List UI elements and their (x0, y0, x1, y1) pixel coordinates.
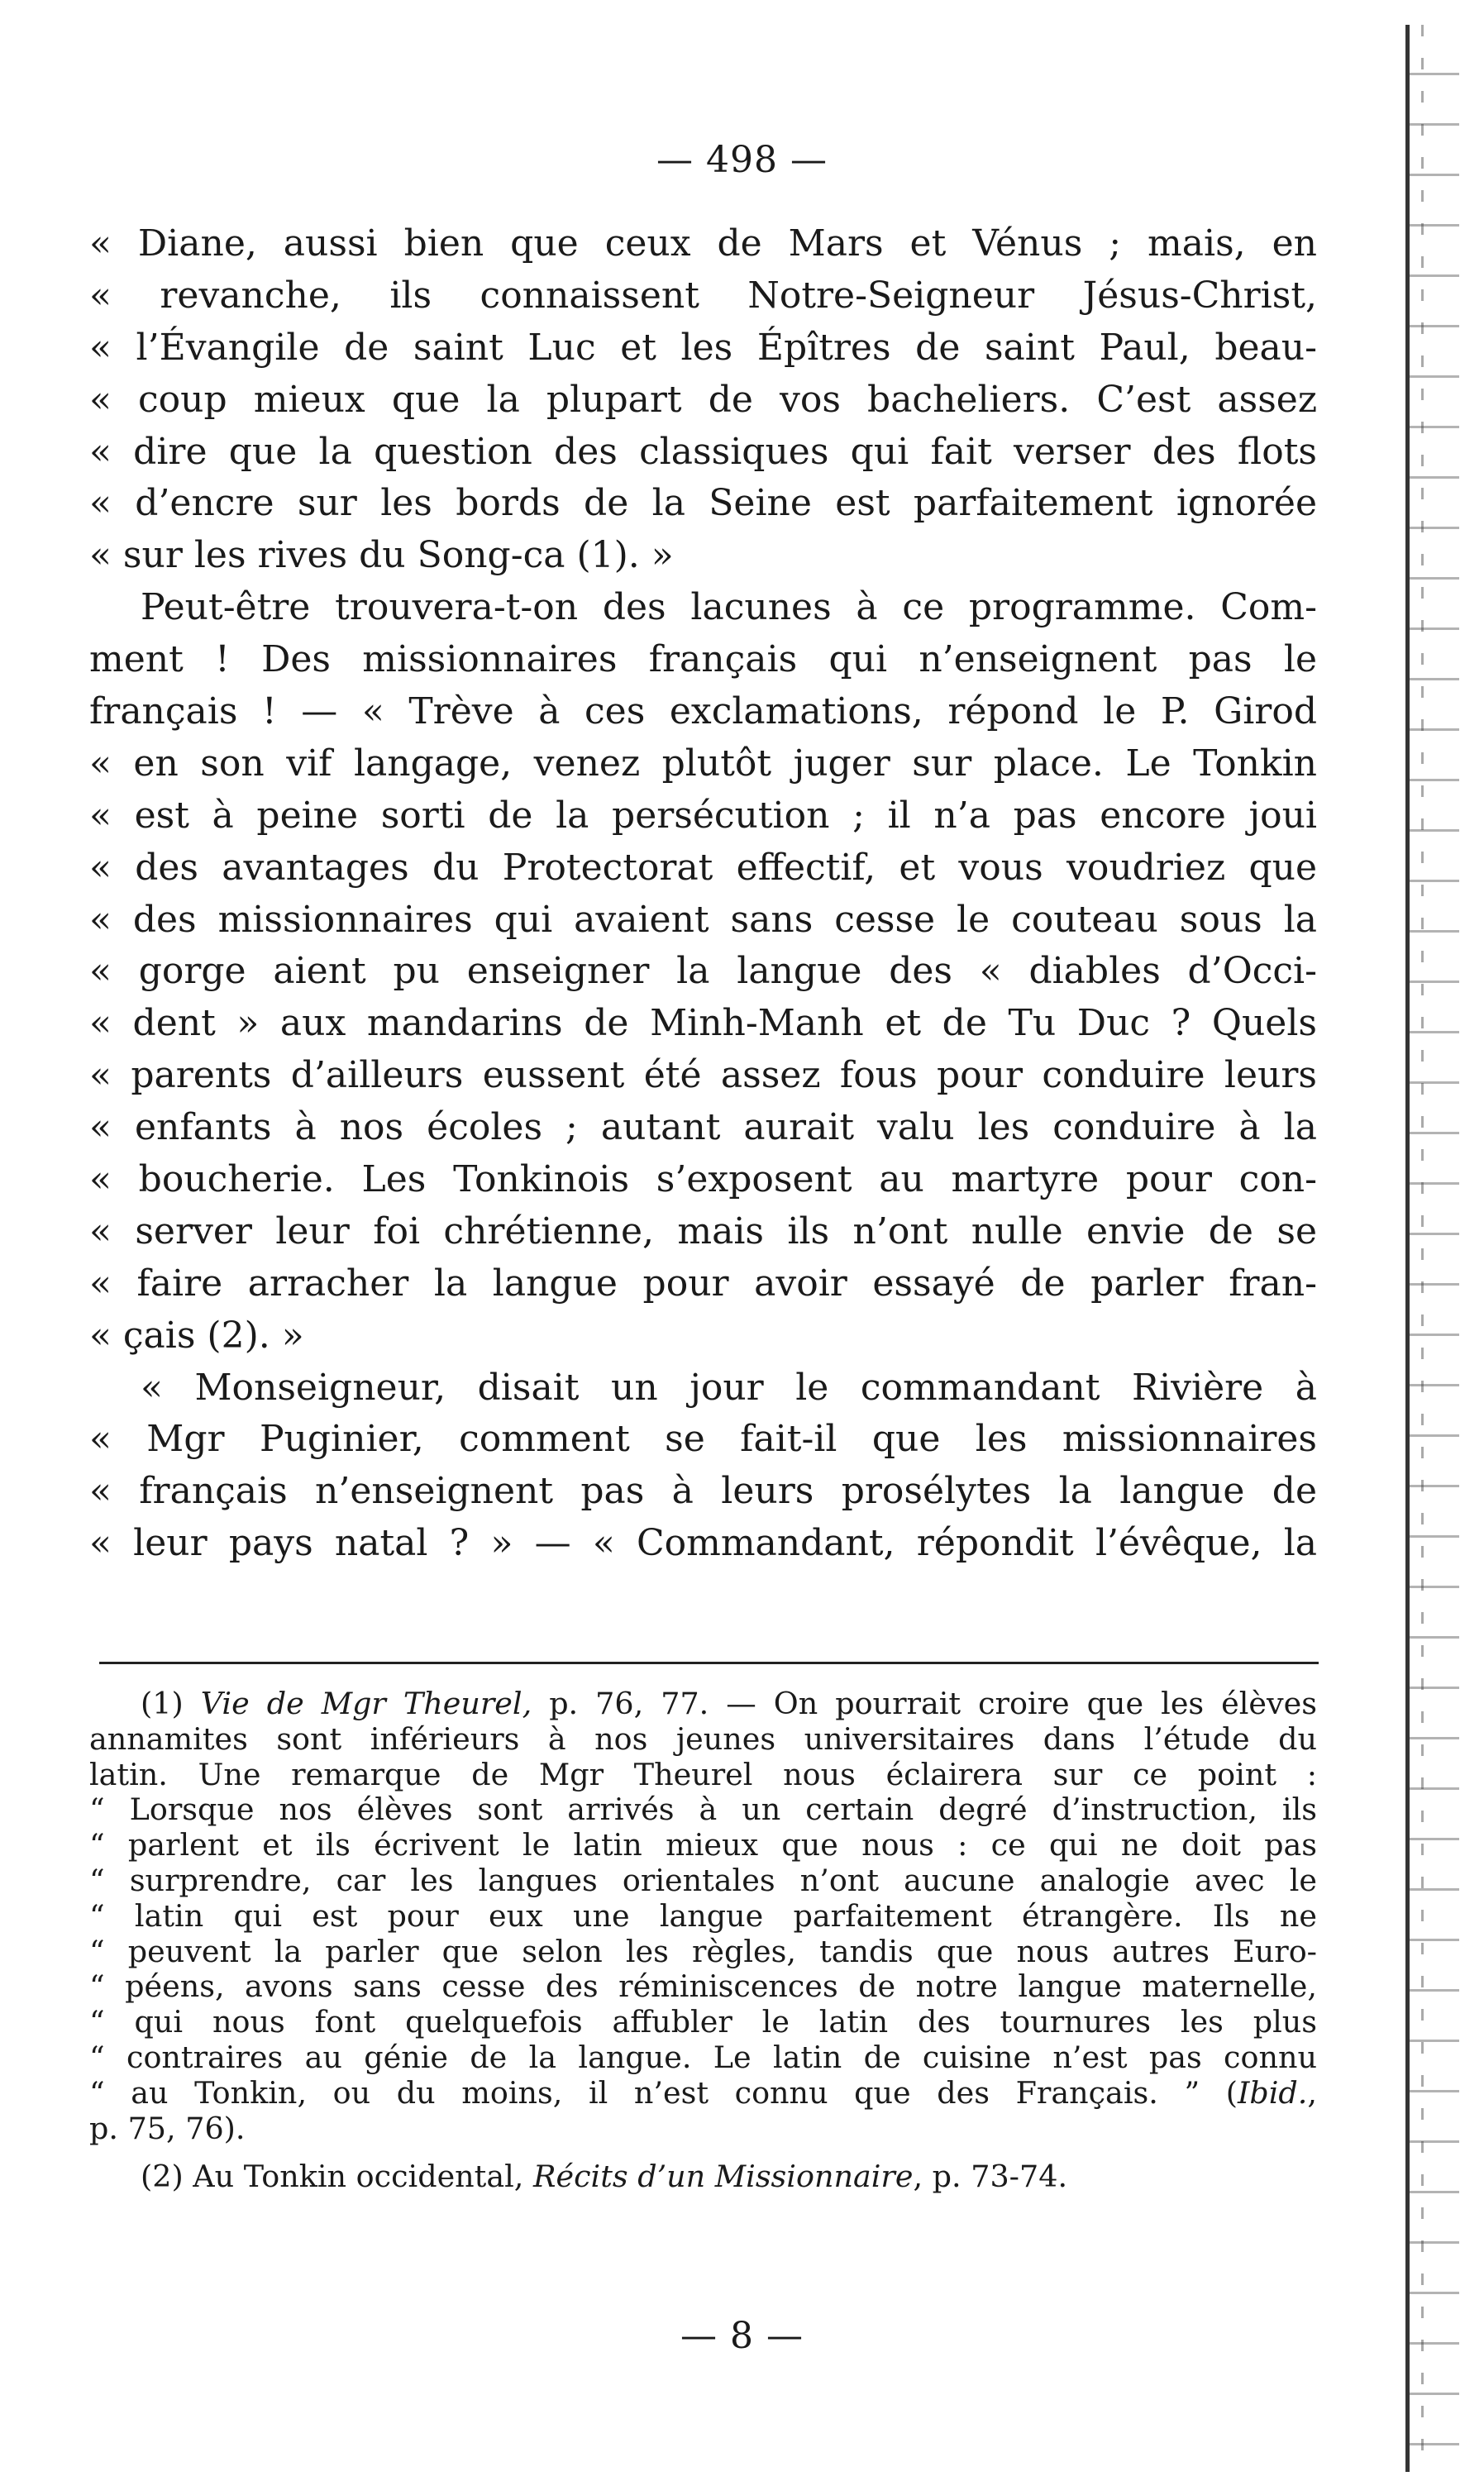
main-text (89, 218, 1317, 1570)
footnote-line: “ qui nous font quelquefois affubler le latin des tournures les plus (89, 2005, 1317, 2040)
text-line: « d’encre sur les bords de la Seine est parfaitement ignorée (89, 482, 1317, 525)
footnote-1-penultimate-text: “ au Tonkin, ou du moins, il n’est connu que des Français. ” ( (89, 2075, 1238, 2111)
footnote-line: “ Lorsque nos élèves sont arrivés à un certain degré d’instruction, ils (89, 1792, 1317, 1828)
footnote-line: “ parlent et ils écrivent le latin mieux que nous : ce qui ne doit pas (89, 1828, 1317, 1863)
text-line: « en son vif langage, venez plutôt juger sur place. Le Tonkin (89, 742, 1317, 785)
footnote-2 (89, 2159, 1317, 2195)
footnote-line: “ latin qui est pour eux une langue parfaitement étrangère. Ils ne (89, 1898, 1317, 1934)
footnote-line (89, 2076, 1317, 2111)
text-line: « Monseigneur, disait un jour le commandant Rivière à (141, 1366, 1317, 1409)
text-line: « est à peine sorti de la persécution ; il n’a pas encore joui (89, 794, 1317, 837)
text-line: « revanche, ils connaissent Notre-Seigneur Jésus-Christ, (89, 274, 1317, 317)
text-line: « dent » aux mandarins de Minh-Manh et de Tu Duc ? Quels (89, 1002, 1317, 1045)
footnote-1-lead-text: p. 76, 77. — On pourrait croire que les élèves (549, 1687, 1317, 1721)
text-line: « çais (2). » (89, 1314, 304, 1357)
text-line: « gorge aient pu enseigner la langue des « diables d’Occi- (89, 950, 1317, 993)
text-line: « français n’enseignent pas à leurs prosélytes la langue de (89, 1470, 1317, 1513)
text-line: « Mgr Puginier, comment se fait-il que les missionnaires (89, 1418, 1317, 1461)
text-line: « l’Évangile de saint Luc et les Épîtres de saint Paul, beau- (89, 326, 1317, 369)
footnote-2-title: Récits d’un Missionnaire (533, 2159, 914, 2195)
text-line: « boucherie. Les Tonkinois s’exposent au martyre pour con- (89, 1158, 1317, 1201)
text-line: « leur pays natal ? » — « Commandant, répondit l’évêque, la (89, 1522, 1317, 1565)
footnote-1-first-line (89, 1687, 1317, 1722)
text-line: « parents d’ailleurs eussent été assez fous pour conduire leurs (89, 1054, 1317, 1097)
book-spine-edge (1405, 25, 1459, 2472)
text-line: « Diane, aussi bien que ceux de Mars et Vénus ; mais, en (89, 222, 1317, 265)
footnote-line: “ péens, avons sans cesse des réminiscences de notre langue maternelle, (89, 1969, 1317, 2005)
page-number-top: — 498 — (656, 139, 828, 181)
footnote-line: “ contraires au génie de la langue. Le latin de cuisine n’est pas connu (89, 2040, 1317, 2075)
footnote-line: “ surprendre, car les langues orientales n’ont aucune analogie avec le (89, 1863, 1317, 1898)
text-line: Peut-être trouvera-t-on des lacunes à ce programme. Com- (141, 586, 1317, 629)
footnote-line: p. 75, 76). (89, 2111, 246, 2146)
text-line: « des missionnaires qui avaient sans cesse le couteau sous la (89, 898, 1317, 941)
footnote-1-marker: (1) (141, 1687, 184, 1721)
footnote-line: latin. Une remarque de Mgr Theurel nous éclairera sur ce point : (89, 1757, 1317, 1792)
text-line: « des avantages du Protectorat effectif, et vous voudriez que (89, 846, 1317, 889)
text-line: « sur les rives du Song-ca (1). » (89, 534, 674, 577)
footnote-line: annamites sont inférieurs à nos jeunes universitaires dans l’étude du (89, 1721, 1317, 1757)
text-line: « server leur foi chrétienne, mais ils n’ont nulle envie de se (89, 1209, 1317, 1252)
text-line: français ! — « Trève à ces exclamations, répond le P. Girod (89, 690, 1317, 733)
signature-mark-bottom: — 8 — (680, 2315, 804, 2357)
text-line: « enfants à nos écoles ; autant aurait valu les conduire à la (89, 1106, 1317, 1149)
footnote-separator (99, 1662, 1319, 1664)
footnote-1-title: Vie de Mgr Theurel, (200, 1687, 532, 1721)
footnote-1-ibid: Ibid. (1237, 2075, 1308, 2111)
footnote-1-penultimate-tail: , (1307, 2075, 1317, 2111)
footnote-line: “ peuvent la parler que selon les règles, tandis que nous autres Euro- (89, 1934, 1317, 1969)
footnote-2-tail: , p. 73-74. (913, 2159, 1068, 2195)
text-line: ment ! Des missionnaires français qui n’enseignent pas le (89, 638, 1317, 681)
text-line: « coup mieux que la plupart de vos bacheliers. C’est assez (89, 378, 1317, 421)
text-line: « faire arracher la langue pour avoir essayé de parler fran- (89, 1262, 1317, 1305)
footnote-2-lead: (2) Au Tonkin occidental, (141, 2159, 524, 2195)
text-line: « dire que la question des classiques qui fait verser des flots (89, 430, 1317, 473)
footnotes (89, 1687, 1317, 2195)
